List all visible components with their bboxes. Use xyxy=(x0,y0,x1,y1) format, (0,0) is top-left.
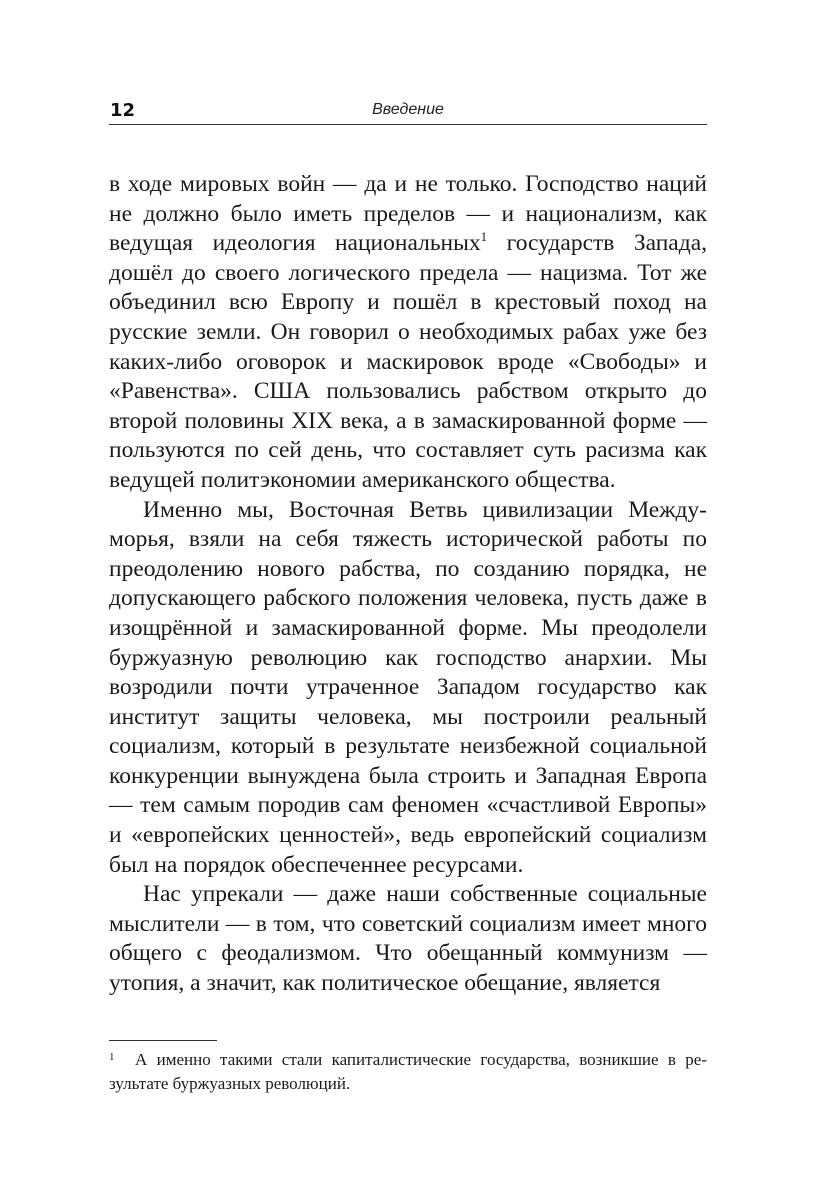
footnote xyxy=(109,1048,707,1096)
book-page xyxy=(109,0,707,1200)
footnote-divider xyxy=(109,1040,217,1041)
footnote-mark: 1 xyxy=(109,1051,115,1063)
body-text xyxy=(109,170,707,999)
paragraph-3: Нас упрекали — даже наши собственные социальные мыслители — в том, что советский социализм имеет много общего с феодализмом. Что обещанный коммунизм — утопия, а значит, как политическое обещание, является xyxy=(109,881,707,997)
footnote-text: А именно такими стали капиталистические государства, возникшие в результате буржуазных революций. xyxy=(109,1050,707,1093)
page-number: 12 xyxy=(110,100,136,121)
section-title: Введение xyxy=(372,101,444,118)
paragraph-2: Именно мы, Восточная Ветвь цивилизации Междуморья, взяли на себя тяжесть исторической работы по преодолению нового рабства, по созданию порядка, не допускающего рабского положения человека, пусть даже в изощрённой и замаскированной форме. Мы преодолели буржуазную революцию как господство анархии. Мы возродили почти утраченное Западом государство как институт защиты человека, мы построили реальный социализм, который в результате неизбежной социальной конкуренции вынуждена была строить и Западная Европа — тем самым породив сам феномен «счастливой Европы» и «европейских ценностей», ведь европейский социализм был на порядок обеспеченнее ресурсами. xyxy=(109,496,707,878)
paragraph-1 xyxy=(109,170,707,496)
paragraph-1-text-after: государств Запада, дошёл до своего логического предела — нацизма. Тот же объединил всю Европу и пошёл в крестовый поход на русские земли. Он говорил о необходимых рабах уже без каких-либо оговорок и маскировок вроде «Свободы» и «Равенства». США пользовались рабством открыто до второй половины XIX века, а в замаскированной форме — пользуются по сей день, что составляет суть расизма как ведущей политэкономии американского общества. xyxy=(109,230,707,493)
footnote-reference[interactable]: 1 xyxy=(480,229,488,245)
paragraph-1-text-before: в ходе мировых войн — да и не только. Господство наций не должно было иметь пределов — и национализм, как ведущая идеология национальных xyxy=(109,171,707,257)
running-head xyxy=(109,98,707,125)
